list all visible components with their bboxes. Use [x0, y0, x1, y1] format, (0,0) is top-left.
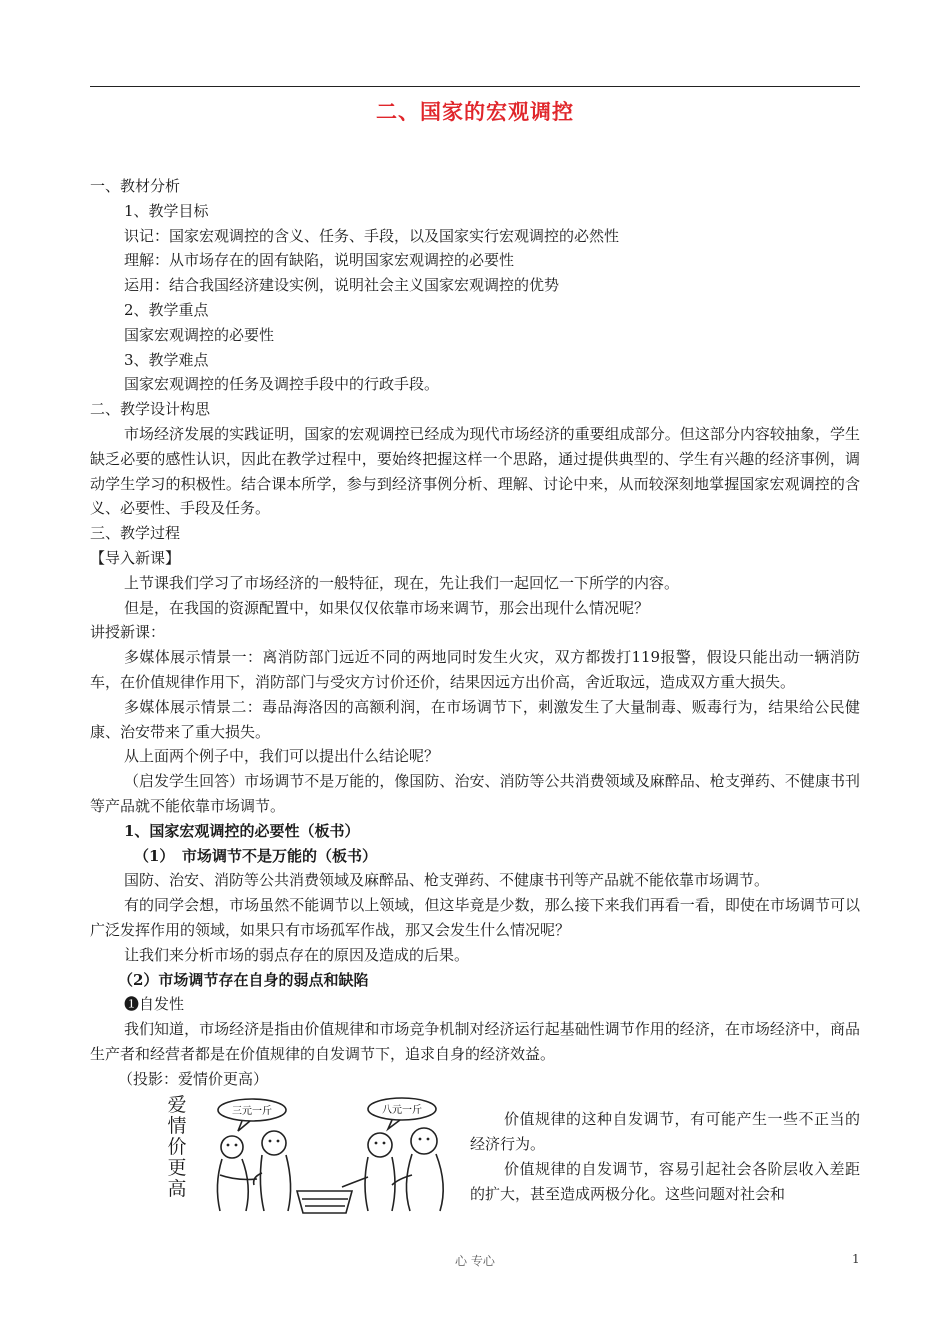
paragraph-text: 多媒体展示情景一：离消防部门远近不同的两地同时发生火灾，双方都拨打119报警，假设只能出动一辆消防车，在价值规律作用下，消防部门与受灾方讨价还价，结果因远方出价高，舍近取远，造成双方重大损失。: [90, 648, 860, 691]
side-paragraph: [470, 1107, 860, 1157]
projection-note: （投影：爱情价更高）: [118, 1069, 269, 1088]
section-heading: 一、教材分析: [90, 177, 181, 195]
paragraph: [90, 571, 860, 596]
bold-heading: （2）市场调节存在自身的弱点和缺陷: [118, 970, 369, 989]
paragraph-text: （启发学生回答）市场调节不是万能的，像国防、治安、消防等公共消费领域及麻醉品、枪支弹药、不健康书刊等产品就不能依靠市场调节。: [90, 772, 860, 815]
paragraph: [90, 596, 860, 621]
paragraph-text: 国防、治安、消防等公共消费领域及麻醉品、枪支弹药、不健康书刊等产品就不能依靠市场调节。: [124, 871, 770, 890]
text-line: 国家宏观调控的必要性: [124, 325, 275, 344]
bubble-text-right: 八元一斤: [382, 1105, 422, 1117]
bullet-item: ❶自发性: [124, 995, 185, 1014]
title-char: 情: [167, 1115, 187, 1138]
cartoon-image: [202, 1095, 457, 1215]
paragraph-text: 有的同学会想，市场虽然不能调节以上领域，但这毕竟是少数，那么接下来我们再看一看，即使在市场调节可以广泛发挥作用的领域，如果只有市场孤军作战，那又会发生什么情况呢？: [90, 896, 860, 939]
bubble-text-left: 三元一斤: [232, 1106, 272, 1118]
sub-heading: 1、教学目标: [124, 201, 209, 220]
document-body: [90, 174, 860, 1215]
title-char: 爱: [167, 1094, 187, 1117]
paragraph: [90, 422, 860, 521]
footer-text: 心 专心: [455, 1254, 495, 1268]
side-paragraph-text: 价值规律的这种自发调节，有可能产生一些不正当的经济行为。: [470, 1110, 860, 1154]
sub-heading: 3、教学难点: [124, 350, 209, 369]
paragraph: [90, 868, 860, 893]
page-title: 二、国家的宏观调控: [376, 100, 574, 124]
paragraph: [90, 744, 860, 769]
title-char: 价: [167, 1136, 187, 1159]
paragraph-text: 上节课我们学习了市场经济的一般特征，现在，先让我们一起回忆一下所学的内容。: [124, 573, 680, 592]
paragraph: [90, 645, 860, 695]
paragraph-text: 多媒体展示情景二：毒品海洛因的高额利润，在市场调节下，刺激发生了大量制毒、贩毒行为，结果给公民健康、治安带来了重大损失。: [90, 697, 860, 741]
paragraph-text: 我们知道，市场经济是指由价值规律和市场竞争机制对经济运行起基础性调节作用的经济，在市场经济中，商品生产者和经营者都是在价值规律的自发调节下，追求自身的经济效益。: [90, 1020, 860, 1063]
page-number: 1: [852, 1252, 860, 1266]
section-heading: 二、教学设计构思: [90, 400, 211, 419]
teach-heading: 讲授新课：: [90, 623, 166, 642]
paragraph-text: 让我们来分析市场的弱点存在的原因及造成的后果。: [124, 945, 470, 964]
text-line: 运用：结合我国经济建设实例，说明社会主义国家宏观调控的优势: [124, 276, 560, 295]
cartoon-figure: [90, 1095, 860, 1215]
paragraph: [90, 943, 860, 968]
paragraph-text: 但是，在我国的资源配置中，如果仅仅依靠市场来调节，那会出现什么情况呢？: [124, 598, 650, 617]
paragraph: [90, 893, 860, 943]
paragraph: [90, 695, 860, 745]
side-paragraph-text: 价值规律的自发调节，容易引起社会各阶层收入差距的扩大，甚至造成两极分化。这些问题对社会和: [470, 1160, 860, 1203]
sub-heading: 2、教学重点: [124, 300, 209, 319]
paragraph: [90, 769, 860, 819]
intro-heading: 【导入新课】: [90, 548, 181, 567]
text-line: 识记：国家宏观调控的含义、任务、手段，以及国家实行宏观调控的必然性: [124, 226, 620, 245]
bold-heading: （1） 市场调节不是万能的（板书）: [134, 846, 377, 865]
figure-side-text: [470, 1107, 860, 1206]
paragraph-text: 从上面两个例子中，我们可以提出什么结论呢？: [124, 747, 440, 766]
title-char: 更: [167, 1157, 187, 1180]
bold-heading: 1、国家宏观调控的必要性（板书）: [124, 821, 360, 840]
cartoon-vertical-title: [166, 1095, 188, 1200]
paragraph: [90, 1017, 860, 1067]
text-line: 国家宏观调控的任务及调控手段中的行政手段。: [124, 375, 440, 394]
header-rule: [90, 86, 860, 87]
side-paragraph: [470, 1157, 860, 1207]
title-char: 高: [167, 1178, 187, 1201]
text-line: 理解：从市场存在的固有缺陷，说明国家宏观调控的必要性: [124, 251, 515, 270]
section-heading: 三、教学过程: [90, 524, 181, 543]
paragraph-text: 市场经济发展的实践证明，国家的宏观调控已经成为现代市场经济的重要组成部分。但这部分内容较抽象，学生缺乏必要的感性认识，因此在教学过程中，要始终把握这样一个思路，通过提供典型的、学生有兴趣的经济事例，调动学生学习的积极性。结合课本所学，参与到经济事例分析、理解、讨论中来，从而较深刻地掌握国家宏观调控的含义、必要性、手段及任务。: [90, 424, 860, 518]
